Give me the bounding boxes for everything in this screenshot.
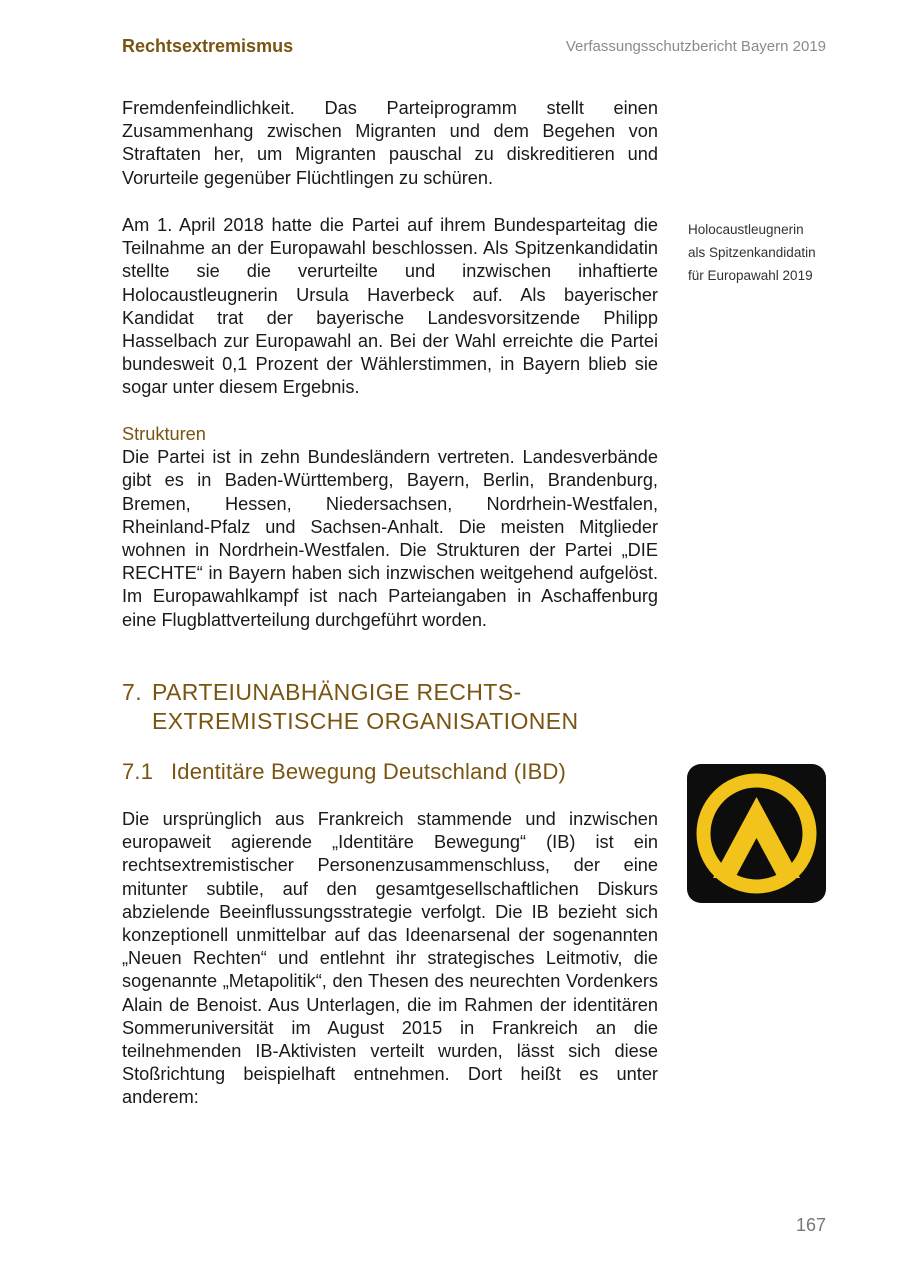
margin-note-line3: für Europawahl 2019 <box>688 268 813 283</box>
main-text-block-3 <box>122 423 658 632</box>
paragraph-program: Fremdenfeindlichkeit. Das Parteiprogramm stellt einen Zusammenhang zwischen Migranten und dem Begehen von Straftaten her, um Migranten pauschal zu diskreditieren und Vorurteile gegenüber Flüchtlingen zu schüren. <box>122 98 658 188</box>
section-title: Identitäre Bewegung Deutschland (IBD) <box>171 759 567 784</box>
lambda-circle-logo-icon <box>687 764 826 903</box>
chapter-title-line1: PARTEIUNABHÄNGIGE RECHTS- <box>152 679 522 705</box>
subheading-strukturen: Strukturen <box>122 424 206 444</box>
margin-note-line2: als Spitzenkandidatin <box>688 245 816 260</box>
margin-note-line1: Holocaustleugnerin <box>688 222 804 237</box>
main-text-block-1 <box>122 97 658 190</box>
paragraph-identitaere-bewegung: Die ursprünglich aus Frankreich stammende und inzwischen europaweit agierende „Identitäre Bewegung“ (IB) ist ein rechtsextremistischer Personenzusammenschluss, der eine mitunter subtile, auf den gesamtgesellschaftlichen Diskurs abzielende Beeinflussungsstrategie verfolgt. Die IB bezieht sich konzeptionell unmittelbar auf das Ideenarsenal der sogenannten „Neuen Rechten“ und entlehnt ihr strategisches Leitmotiv, die sogenannte „Metapolitik“, den Thesen des neurechten Vordenkers Alain de Benoist. Aus Unterlagen, die im Rahmen der identitären Sommeruniversität im August 2015 in Frankreich an die teilnehmenden IB-Aktivisten verteilt wurden, lässt sich diese Stoßrichtung beispielhaft entnehmen. Dort heißt es unter anderem: <box>122 809 658 1108</box>
paragraph-europawahl: Am 1. April 2018 hatte die Partei auf ihrem Bundesparteitag die Teilnahme an der Europawahl beschlossen. Als Spitzenkandidatin stellte sie die verurteilte und inzwischen inhaftierte Holocaustleugnerin Ursula Haverbeck auf. Als bayerischer Kandidat trat der bayerische Landesvorsitzende Philipp Hasselbach zur Europawahl an. Bei der Wahl erreichte die Partei bundesweit 0,1 Prozent der Wählerstimmen, in Bayern blieb sie sogar unter diesem Ergebnis. <box>122 215 658 398</box>
chapter-title-line2: EXTREMISTISCHE ORGANISATIONEN <box>152 708 579 734</box>
logo-lambda <box>713 797 800 878</box>
section-heading <box>122 759 566 785</box>
section-number: 7.1 <box>122 759 154 784</box>
margin-note <box>688 218 848 287</box>
chapter-number: 7. <box>122 679 142 705</box>
header-report-title: Verfassungsschutzbericht Bayern 2019 <box>565 38 826 55</box>
page-number: 167 <box>795 1215 826 1235</box>
main-text-block-4 <box>122 808 658 1110</box>
main-text-block-2 <box>122 214 658 400</box>
header-section-title: Rechtsextremismus <box>122 36 294 56</box>
lambda-circle-logo-svg <box>687 764 826 903</box>
chapter-heading <box>122 678 682 736</box>
paragraph-strukturen: Die Partei ist in zehn Bundesländern vertreten. Landesverbände gibt es in Baden-Württemberg, Bayern, Berlin, Brandenburg, Bremen, Hessen, Niedersachsen, Nordrhein-Westfalen, Rheinland-Pfalz und Sachsen-Anhalt. Die meisten Mitglieder wohnen in Nordrhein-Westfalen. Die Strukturen der Partei „DIE RECHTE“ in Bayern haben sich inzwischen weitgehend aufgelöst. Im Europawahlkampf ist nach Parteiangaben in Aschaffenburg eine Flugblattverteilung durchgeführt worden. <box>122 447 658 630</box>
